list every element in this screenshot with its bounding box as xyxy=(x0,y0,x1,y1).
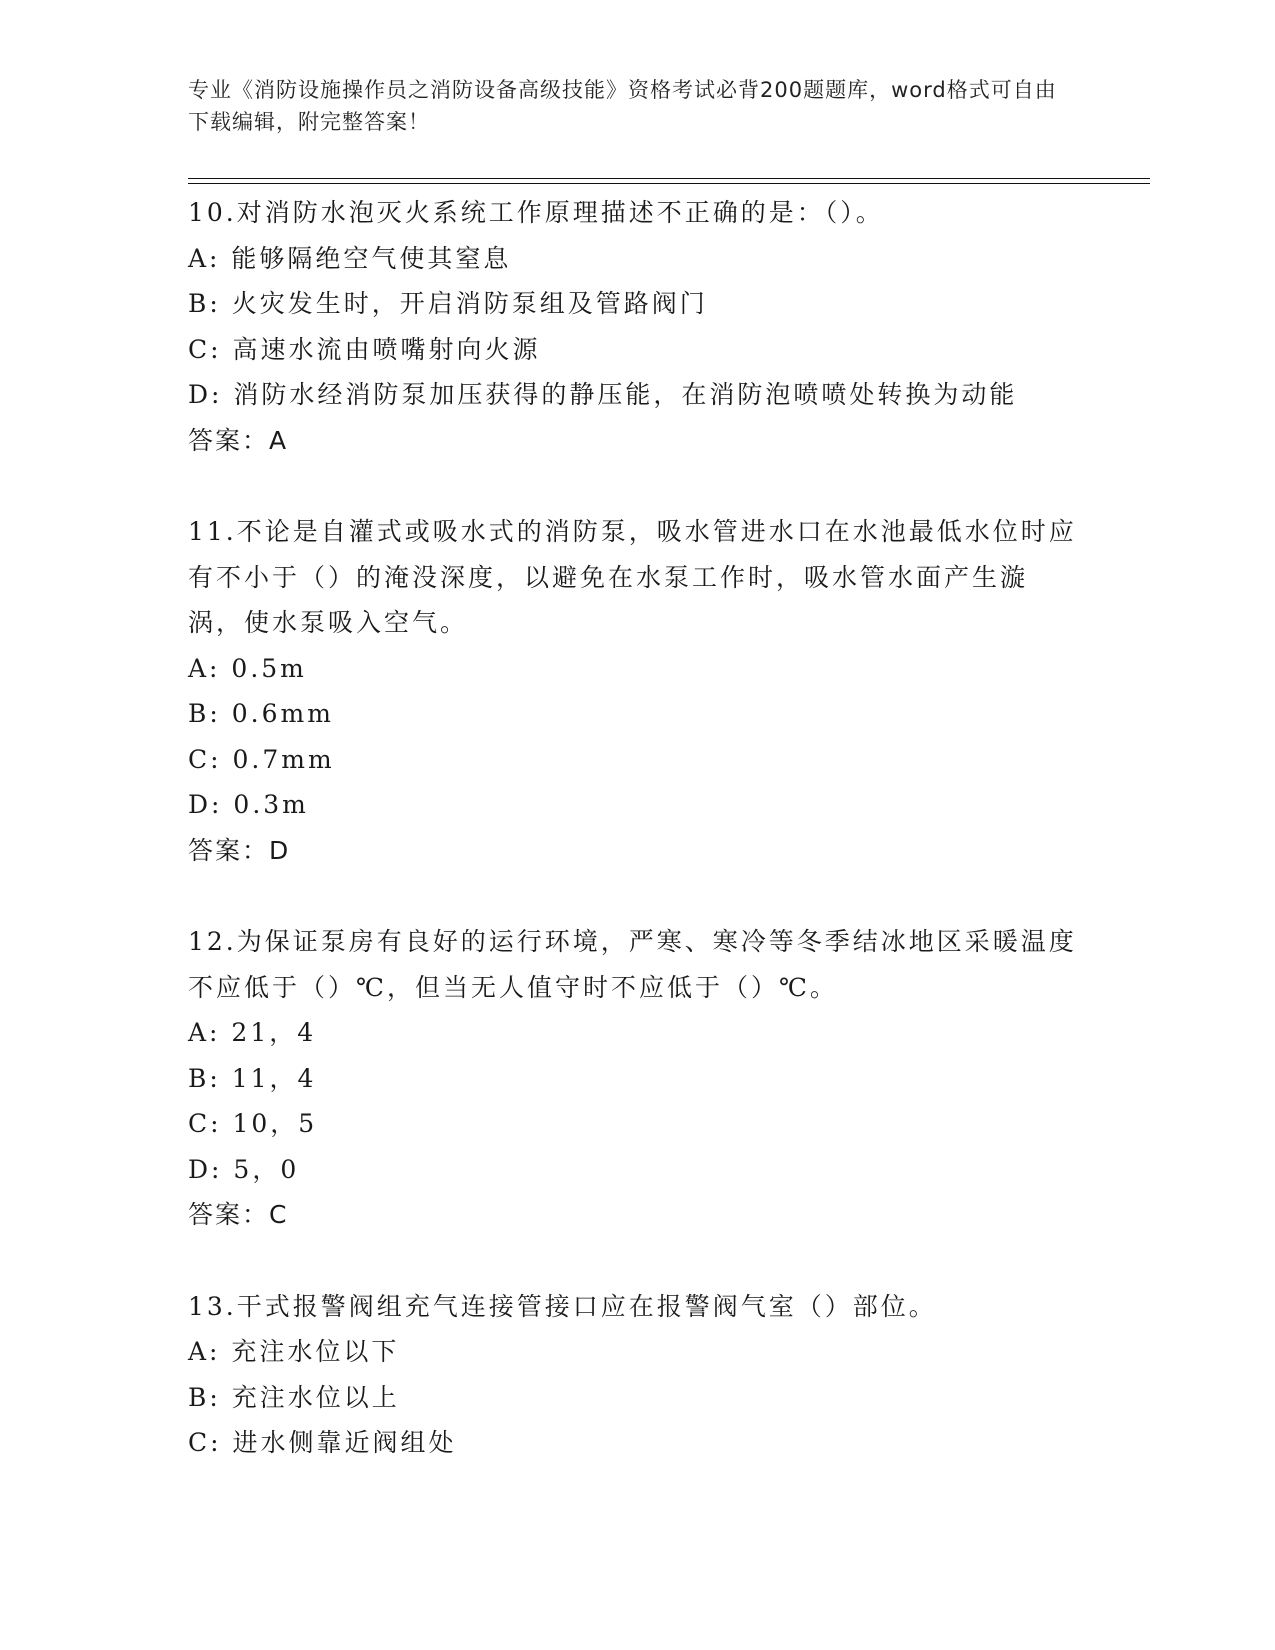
option-a: A: 能够隔绝空气使其窒息 xyxy=(188,243,512,273)
option-b: B: 火灾发生时，开启消防泵组及管路阀门 xyxy=(188,289,708,318)
question-stem: 13.干式报警阀组充气连接管接口应在报警阀气室（）部位。 xyxy=(188,1291,937,1321)
option-b: B: 0.6mm xyxy=(188,699,334,728)
question-list xyxy=(188,190,1088,1512)
question-10 xyxy=(188,190,1088,463)
question-stem: 12.为保证泵房有良好的运行环境，严寒、寒冷等冬季结冰地区采暖温度不应低于（）℃，但当无人值守时不应低于（）℃。 xyxy=(188,927,1077,1002)
header-rule-lower xyxy=(188,183,1150,184)
answer-value: C xyxy=(269,1200,288,1229)
answer-label: 答案： xyxy=(188,1200,270,1229)
option-d: D: 5，0 xyxy=(188,1154,300,1184)
option-c: C: 0.7mm xyxy=(188,744,335,774)
option-c: C: 10，5 xyxy=(188,1109,318,1138)
option-b: B: 11，4 xyxy=(188,1063,317,1093)
answer-value: D xyxy=(269,835,290,865)
answer-label: 答案： xyxy=(188,425,270,455)
question-11 xyxy=(188,509,1088,873)
document-header: 专业《消防设施操作员之消防设备高级技能》资格考试必背200题题库，word格式可自由下载编辑，附完整答案！ xyxy=(188,78,1057,134)
question-12 xyxy=(188,919,1088,1238)
option-d: D: 消防水经消防泵加压获得的静压能，在消防泡喷喷处转换为动能 xyxy=(188,380,1018,409)
question-stem: 11.不论是自灌式或吸水式的消防泵，吸水管进水口在水池最低水位时应有不小于（）的淹没深度，以避免在水泵工作时，吸水管水面产生漩涡，使水泵吸入空气。 xyxy=(188,517,1077,637)
option-a: A: 充注水位以下 xyxy=(188,1337,400,1366)
answer-line xyxy=(188,828,1088,874)
option-a: A: 0.5m xyxy=(188,653,307,683)
question-13 xyxy=(188,1284,1088,1466)
answer-value: A xyxy=(269,425,288,455)
option-c: C: 进水侧靠近阀组处 xyxy=(188,1428,457,1457)
header-rule-upper xyxy=(188,178,1150,179)
option-c: C: 高速水流由喷嘴射向火源 xyxy=(188,334,541,364)
answer-line xyxy=(188,1192,1088,1238)
question-stem: 10.对消防水泡灭火系统工作原理描述不正确的是：（）。 xyxy=(188,198,884,227)
option-d: D: 0.3m xyxy=(188,790,309,819)
option-a: A: 21，4 xyxy=(188,1018,317,1047)
answer-line xyxy=(188,418,1088,464)
option-b: B: 充注水位以上 xyxy=(188,1382,400,1412)
answer-label: 答案： xyxy=(188,835,270,865)
